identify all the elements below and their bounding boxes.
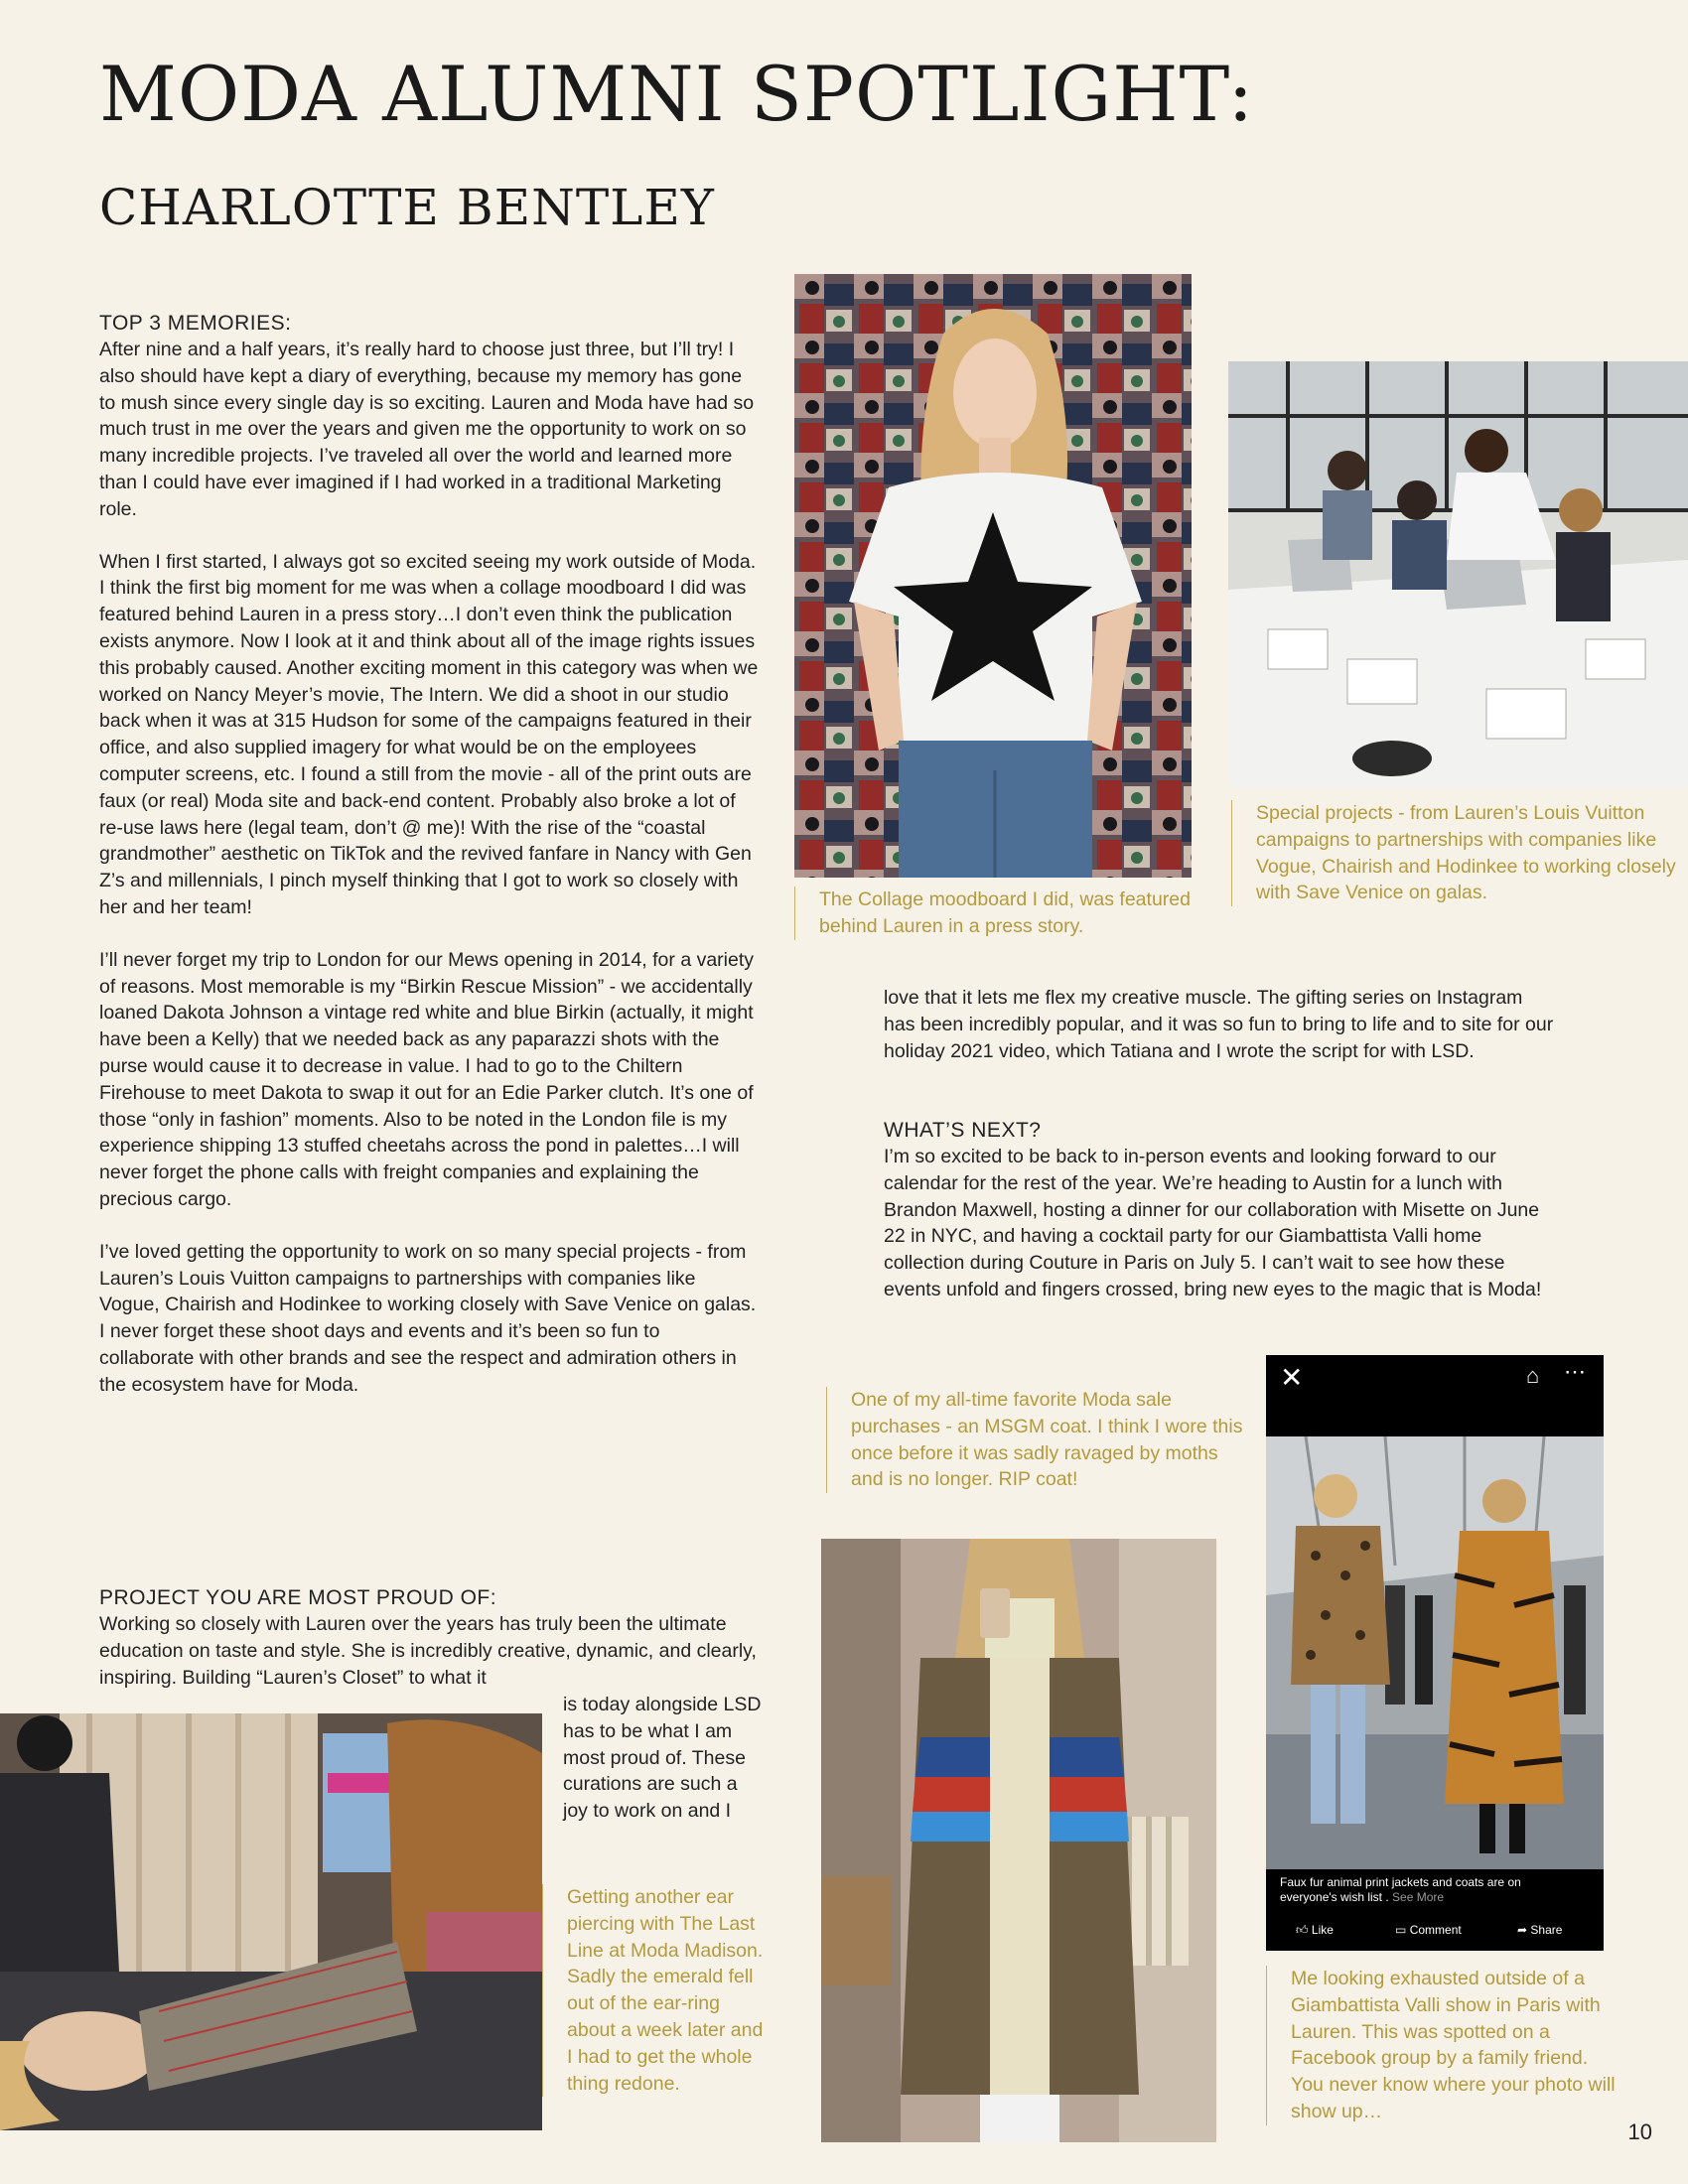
whats-next-text: I’m so excited to be back to in-person events and looking forward to our calendar for the rest of the year. We’re heading to Austin for a lunch with Brandon Maxwell, hosting a dinner for our collaboration with Misette on June 22 in NYC, and having a cocktail party for our Giambattista Valli home collection during Couture in Paris on July 5. I can’t wait to see how these events unfold and fingers crossed, bring new eyes to the magic that is Moda!: [884, 1146, 1542, 1300]
comment-icon: ▭: [1395, 1923, 1407, 1937]
alumni-name: CHARLOTTE BENTLEY: [99, 179, 715, 236]
page-title: MODA ALUMNI SPOTLIGHT:: [99, 50, 1255, 138]
memories-paragraph-3: I’ll never forget my trip to London for our Mews opening in 2014, for a variety of reasons. Most memorable is my “Birkin Rescue Mission” - we accidentally loaned Dakota Johnson a vintage red white and blue Birkin (actually, it might have been a Kelly) that we needed back as any paparazzi shots with the purse would cause it to decrease in value. I had to go to the Chiltern Firehouse to meet Dakota to swap it out for an Edie Parker clutch. It’s one of those “only in fashion” moments. Also to be noted in the London file is my experience shipping 13 stuffed cheetahs across the pond in palettes…I will never forget the phone calls with freight companies and explaining the precious cargo.: [99, 948, 755, 1210]
office-photo: [1228, 361, 1688, 787]
page-number: 10: [1627, 2119, 1652, 2144]
coat-caption: One of my all-time favorite Moda sale purchases - an MSGM coat. I think I wore this once before it was sadly ravaged by moths and is no longer. RIP coat!: [826, 1387, 1253, 1493]
share-icon: ➦: [1517, 1923, 1528, 1937]
memories-paragraph-2: When I first started, I always got so excited seeing my work outside of Moda. I think the first big moment for me was when a collage moodboard I did was featured behind Lauren in a press story…I don’t even think the publication exists anymore. Now I look at it and think about all of the image rights issues this probably caused. Another exciting moment in this category was when we worked on Nancy Meyer’s movie, The Intern. We did a shoot in our studio back when it was at 315 Hudson for some of the campaigns featured in their office, and also supplied imagery for what would be on the employees computer screens, etc. I found a still from the movie - all of the print outs are faux (or real) Moda site and back-end content. Probably also broke a lot of re-use laws here (legal team, don’t @ me)! With the rise of the “coastal grandmother” aesthetic on TikTok and the revived fanfare in Nancy with Gen Z’s and millennials, I pinch myself thinking that I got to work so closely with her and her team!: [99, 550, 759, 918]
piercing-caption: Getting another ear piercing with The Last Line at Moda Madison. Sadly the emerald fell out of the ear-ring about a week later and I had to get the whole thing redone.: [542, 1884, 766, 2097]
share-label: Share: [1530, 1923, 1563, 1937]
close-icon[interactable]: ✕: [1280, 1362, 1304, 1393]
proud-text-narrow: is today alongside LSD has to be what I am most proud of. These curations are such a joy to work on and I: [563, 1694, 762, 1823]
special-projects-caption: Special projects - from Lauren’s Louis Vuitton campaigns to partnerships with companies like Vogue, Chairish and Hodinkee to working closely with Save Venice on galas.: [1231, 800, 1683, 906]
like-icon: 👍︎: [1296, 1923, 1309, 1937]
memories-section: [99, 310, 760, 1424]
facebook-post: [1266, 1355, 1604, 1951]
proud-text-full-width: Working so closely with Lauren over the years has truly been the ultimate education on taste and style. She is incredibly creative, dynamic, and clearly, inspiring. Building “Lauren’s Closet” to what it: [99, 1613, 757, 1689]
memories-paragraph-1: After nine and a half years, it’s really hard to choose just three, but I’ll try! I also should have kept a diary of everything, because my memory has gone to mush since every single day is so exciting. Lauren and Moda have had so much trust in me over the years and given me the opportunity to work on so many incredible projects. I’ve traveled all over the world and learned more than I could have ever imagined if I had worked in a traditional Marketing role.: [99, 339, 755, 520]
like-label: Like: [1311, 1923, 1334, 1937]
proud-heading: PROJECT YOU ARE MOST PROUD OF:: [99, 1586, 497, 1609]
like-button[interactable]: [1296, 1923, 1334, 1938]
comment-button[interactable]: [1395, 1923, 1462, 1937]
collage-photo: [794, 274, 1192, 878]
memories-heading: TOP 3 MEMORIES:: [99, 312, 292, 335]
coat-photo: [821, 1539, 1216, 2142]
proud-section: [99, 1584, 760, 1691]
collage-caption: The Collage moodboard I did, was featured behind Lauren in a press story.: [794, 887, 1196, 940]
whats-next-heading: WHAT’S NEXT?: [884, 1119, 1042, 1142]
proud-continued: love that it lets me flex my creative muscle. The gifting series on Instagram has been incredibly popular, and it was so fun to bring to life and to site for our holiday 2021 video, which Tatiana and I wrote the script for with LSD.: [884, 987, 1554, 1062]
post-caption-text: Faux fur animal print jackets and coats are on everyone's wish list .: [1280, 1875, 1521, 1904]
paris-street-photo: [1266, 1436, 1604, 1869]
memories-paragraph-4: I’ve loved getting the opportunity to work on so many special projects - from Lauren’s Louis Vuitton campaigns to partnerships with companies like Vogue, Chairish and Hodinkee to working closely with Save Venice on galas. I never forget these shoot days and events and it’s been so fun to collaborate with other brands and see the respect and admiration others in the ecosystem have for Moda.: [99, 1240, 757, 1396]
whats-next-section: [884, 1117, 1559, 1303]
post-caption: [1280, 1875, 1578, 1905]
see-more-link[interactable]: See More: [1392, 1890, 1445, 1904]
more-icon[interactable]: ⋯: [1564, 1359, 1586, 1384]
share-button[interactable]: [1517, 1923, 1562, 1937]
tag-icon[interactable]: ⌂: [1526, 1363, 1540, 1388]
exhausted-caption: Me looking exhausted outside of a Giambattista Valli show in Paris with Lauren. This was spotted on a Facebook group by a family friend. You never know where your photo will show up…: [1266, 1966, 1618, 2125]
piercing-photo: [0, 1713, 542, 2130]
comment-label: Comment: [1409, 1923, 1462, 1937]
